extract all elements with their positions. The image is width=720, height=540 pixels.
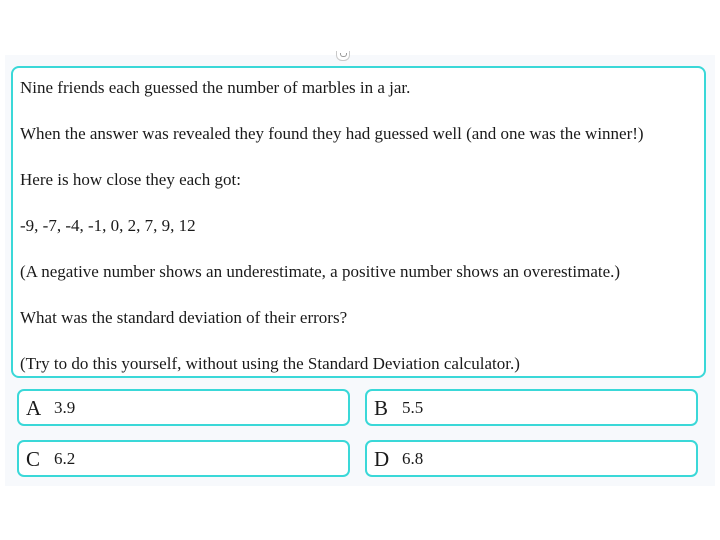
question-line-intro: Nine friends each guessed the number of marbles in a jar. (20, 78, 411, 97)
answer-option-c[interactable] (17, 440, 350, 477)
question-box (11, 66, 706, 378)
answer-option-a[interactable] (17, 389, 350, 426)
answer-letter: D (374, 447, 390, 471)
question-line-how-close: Here is how close they each got: (20, 170, 241, 189)
answer-value: 5.5 (402, 398, 424, 417)
answer-value: 6.2 (54, 449, 76, 468)
answer-letter: B (374, 396, 389, 420)
question-line-errors: -9, -7, -4, -1, 0, 2, 7, 9, 12 (20, 216, 196, 235)
answer-option-b[interactable] (365, 389, 698, 426)
question-line-prompt: What was the standard deviation of their errors? (20, 308, 348, 327)
answer-letter: A (26, 396, 42, 420)
question-line-revealed: When the answer was revealed they found they had guessed well (and one was the winner!) (20, 124, 644, 143)
answer-value: 6.8 (402, 449, 424, 468)
question-line-sign-note: (A negative number shows an underestimate, a positive number shows an overestimate.) (20, 262, 621, 281)
answer-letter: C (26, 447, 41, 471)
answer-option-d[interactable] (365, 440, 698, 477)
drag-handle-icon[interactable] (336, 51, 350, 61)
question-line-hint: (Try to do this yourself, without using the Standard Deviation calculator.) (20, 354, 520, 373)
answer-value: 3.9 (54, 398, 76, 417)
